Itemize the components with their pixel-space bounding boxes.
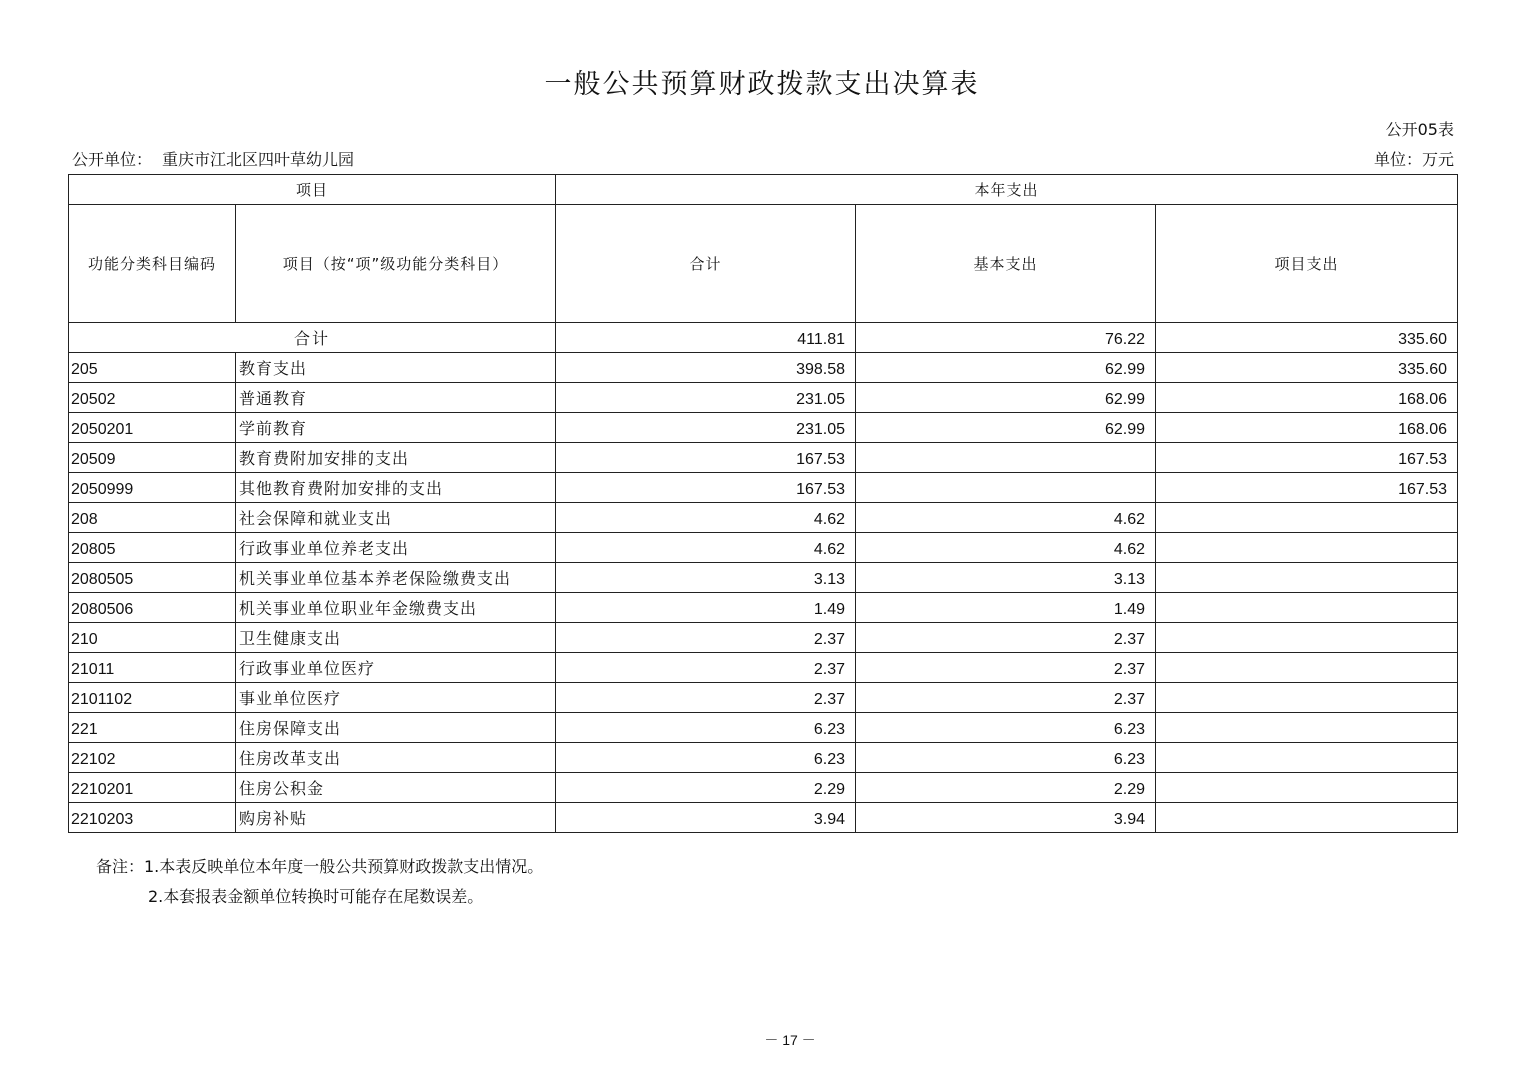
table-row [69, 653, 1458, 683]
table-row [69, 473, 1458, 503]
code-cell: 221 [69, 713, 236, 743]
project-cell: 335.60 [1156, 353, 1458, 383]
basic-cell: 3.94 [856, 803, 1156, 833]
project-cell [1156, 593, 1458, 623]
basic-cell: 62.99 [856, 413, 1156, 443]
table-row [69, 623, 1458, 653]
basic-cell: 3.13 [856, 563, 1156, 593]
table-row [69, 563, 1458, 593]
code-cell: 2101102 [69, 683, 236, 713]
basic-cell [856, 473, 1156, 503]
project-cell [1156, 713, 1458, 743]
header-code: 功能分类科目编码 [69, 205, 236, 323]
name-cell: 学前教育 [236, 413, 556, 443]
table-row [69, 713, 1458, 743]
basic-cell: 1.49 [856, 593, 1156, 623]
basic-cell: 4.62 [856, 503, 1156, 533]
table-row [69, 503, 1458, 533]
total-cell: 3.13 [556, 563, 856, 593]
name-cell: 教育费附加安排的支出 [236, 443, 556, 473]
total-cell: 2.37 [556, 683, 856, 713]
reporting-unit-label: 公开单位： [72, 150, 153, 169]
table-row [69, 593, 1458, 623]
basic-cell: 62.99 [856, 353, 1156, 383]
total-project: 335.60 [1156, 323, 1458, 353]
name-cell: 教育支出 [236, 353, 556, 383]
total-cell: 2.29 [556, 773, 856, 803]
table-row [69, 353, 1458, 383]
code-cell: 20509 [69, 443, 236, 473]
report-title: 一般公共预算财政拨款支出决算表 [544, 69, 980, 100]
total-amount: 411.81 [556, 323, 856, 353]
table-row [69, 803, 1458, 833]
project-cell [1156, 563, 1458, 593]
code-cell: 2210203 [69, 803, 236, 833]
project-cell [1156, 653, 1458, 683]
name-cell: 住房公积金 [236, 773, 556, 803]
header-row-1 [69, 175, 1458, 205]
total-cell: 231.05 [556, 383, 856, 413]
project-cell: 167.53 [1156, 473, 1458, 503]
name-cell: 住房改革支出 [236, 743, 556, 773]
form-number: 公开05表 [1385, 120, 1454, 139]
total-row [69, 323, 1458, 353]
project-cell [1156, 623, 1458, 653]
organization-name: 重庆市江北区四叶草幼儿园 [162, 150, 355, 169]
project-cell [1156, 533, 1458, 563]
table-row [69, 533, 1458, 563]
total-cell: 1.49 [556, 593, 856, 623]
note-line-1: 备注：1.本表反映单位本年度一般公共预算财政拨款支出情况。 [96, 857, 544, 876]
total-cell: 167.53 [556, 443, 856, 473]
header-row-2 [69, 205, 1458, 323]
code-cell: 20502 [69, 383, 236, 413]
name-cell: 行政事业单位养老支出 [236, 533, 556, 563]
basic-cell: 2.37 [856, 683, 1156, 713]
total-cell: 231.05 [556, 413, 856, 443]
basic-cell: 4.62 [856, 533, 1156, 563]
code-cell: 208 [69, 503, 236, 533]
name-cell: 事业单位医疗 [236, 683, 556, 713]
project-cell: 168.06 [1156, 383, 1458, 413]
table-row [69, 413, 1458, 443]
basic-cell: 6.23 [856, 743, 1156, 773]
total-cell: 2.37 [556, 623, 856, 653]
reporting-unit [72, 147, 354, 170]
name-cell: 住房保障支出 [236, 713, 556, 743]
project-cell: 168.06 [1156, 413, 1458, 443]
header-project-expenditure: 项目支出 [1156, 205, 1458, 323]
header-current-year: 本年支出 [556, 175, 1458, 205]
name-cell: 购房补贴 [236, 803, 556, 833]
header-project: 项目 [69, 175, 556, 205]
page-number: － 17 － [764, 1032, 816, 1048]
project-cell [1156, 773, 1458, 803]
code-cell: 20805 [69, 533, 236, 563]
code-cell: 21011 [69, 653, 236, 683]
expenditure-table [68, 174, 1458, 833]
table-row [69, 773, 1458, 803]
total-cell: 167.53 [556, 473, 856, 503]
project-cell [1156, 683, 1458, 713]
total-cell: 6.23 [556, 743, 856, 773]
code-cell: 2050201 [69, 413, 236, 443]
code-cell: 2050999 [69, 473, 236, 503]
code-cell: 2210201 [69, 773, 236, 803]
table-row [69, 443, 1458, 473]
code-cell: 210 [69, 623, 236, 653]
header-item-name: 项目（按“项”级功能分类科目） [236, 205, 556, 323]
total-label: 合计 [69, 323, 556, 353]
header-total: 合计 [556, 205, 856, 323]
total-cell: 2.37 [556, 653, 856, 683]
basic-cell: 2.37 [856, 653, 1156, 683]
project-cell [1156, 503, 1458, 533]
name-cell: 社会保障和就业支出 [236, 503, 556, 533]
table-row [69, 683, 1458, 713]
total-basic: 76.22 [856, 323, 1156, 353]
table-row [69, 383, 1458, 413]
name-cell: 行政事业单位医疗 [236, 653, 556, 683]
basic-cell: 6.23 [856, 713, 1156, 743]
basic-cell: 62.99 [856, 383, 1156, 413]
money-unit: 单位：万元 [1373, 150, 1454, 169]
name-cell: 卫生健康支出 [236, 623, 556, 653]
name-cell: 机关事业单位职业年金缴费支出 [236, 593, 556, 623]
total-cell: 398.58 [556, 353, 856, 383]
basic-cell [856, 443, 1156, 473]
notes [96, 852, 543, 912]
basic-cell: 2.29 [856, 773, 1156, 803]
project-cell: 167.53 [1156, 443, 1458, 473]
project-cell [1156, 743, 1458, 773]
code-cell: 22102 [69, 743, 236, 773]
name-cell: 其他教育费附加安排的支出 [236, 473, 556, 503]
table-row [69, 743, 1458, 773]
total-cell: 6.23 [556, 713, 856, 743]
project-cell [1156, 803, 1458, 833]
total-cell: 3.94 [556, 803, 856, 833]
name-cell: 普通教育 [236, 383, 556, 413]
name-cell: 机关事业单位基本养老保险缴费支出 [236, 563, 556, 593]
total-cell: 4.62 [556, 533, 856, 563]
header-basic: 基本支出 [856, 205, 1156, 323]
basic-cell: 2.37 [856, 623, 1156, 653]
code-cell: 2080506 [69, 593, 236, 623]
total-cell: 4.62 [556, 503, 856, 533]
note-line-2: 2.本套报表金额单位转换时可能存在尾数误差。 [148, 887, 484, 906]
code-cell: 205 [69, 353, 236, 383]
code-cell: 2080505 [69, 563, 236, 593]
